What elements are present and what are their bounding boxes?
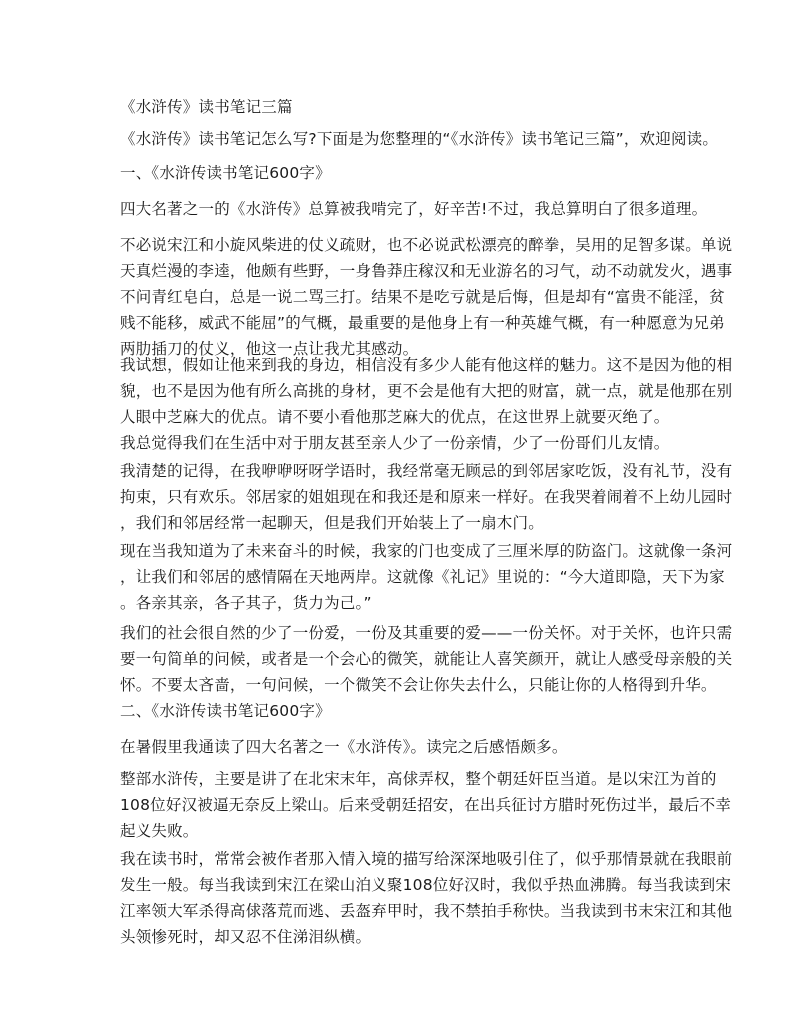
- text-line: 拘束，只有欢乐。邻居家的姐姐现在和我还是和原来一样好。在我哭着闹着不上幼儿园时: [120, 488, 733, 506]
- document-title: [120, 94, 688, 120]
- text-line: 两肋插刀的仗义，他这一点让我尤其感动。: [120, 340, 419, 358]
- section-2-paragraph: [120, 846, 733, 950]
- section-1-paragraph: [120, 196, 708, 222]
- text-line: 。各亲其亲，各子其子，货力为己。”: [120, 594, 372, 612]
- text-line: 四大名著之一的《水浒传》总算被我啃完了，好辛苦!不过，我总算明白了很多道理。: [120, 200, 708, 218]
- text-line: 贱不能移，威武不能屈”的气概，最重要的是他身上有一种英雄气概，有一种愿意为兄弟: [120, 314, 725, 332]
- text-line: 起义失败。: [120, 822, 199, 840]
- section-1-paragraph: [120, 458, 733, 536]
- text-line: ，让我们和邻居的感情隔在天地两岸。这就像《礼记》里说的：“今大道即隐，天下为家: [120, 568, 725, 586]
- section-1-paragraph: [120, 430, 688, 456]
- text-line: 貌，也不是因为他有所么高挑的身材，更不会是他有大把的财富，就一点，就是他那在别: [120, 382, 733, 400]
- section-2-paragraph: [120, 766, 732, 844]
- section-2-heading: [120, 698, 688, 724]
- text-line: 一、《水浒传读书笔记600字》: [120, 164, 331, 182]
- section-1-paragraph: [120, 620, 733, 698]
- text-line: 在暑假里我通读了四大名著之一《水浒传》。读完之后感悟颇多。: [120, 738, 568, 756]
- text-line: 天真烂漫的李逵，他颇有些野，一身鲁莽庄稼汉和无业游名的习气，动不动就发火，遇事: [120, 262, 733, 280]
- text-line: 整部水浒传，主要是讲了在北宋末年，高俅弄权，整个朝廷奸臣当道。是以宋江为首的: [120, 770, 717, 788]
- text-line: ，我们和邻居经常一起聊天，但是我们开始装上了一扇木门。: [120, 514, 544, 532]
- section-2-paragraph: [120, 734, 688, 760]
- text-line: 怀。不要太吝啬，一句问候，一个微笑不会让你失去什么，只能让你的人格得到升华。: [120, 676, 717, 694]
- section-1-paragraph: [120, 538, 733, 616]
- text-line: 头领惨死时，却又忍不住涕泪纵横。: [120, 928, 372, 946]
- text-line: 发生一般。每当我读到宋江在梁山泊义聚108位好汉时，我似乎热血沸腾。每当我读到宋: [120, 876, 732, 894]
- text-line: 现在当我知道为了未来奋斗的时候，我家的门也变成了三厘米厚的防盗门。这就像一条河: [120, 542, 733, 560]
- section-1-paragraph: [120, 232, 733, 362]
- intro-paragraph: [120, 126, 719, 152]
- text-line: 《水浒传》读书笔记怎么写?下面是为您整理的“《水浒传》读书笔记三篇”，欢迎阅读。: [120, 130, 719, 148]
- text-line: 不问青红皂白，总是一说二骂三打。结果不是吃亏就是后悔，但是却有“富贵不能淫，贫: [120, 288, 725, 306]
- section-1-paragraph: [120, 352, 733, 430]
- text-line: 我总觉得我们在生活中对于朋友甚至亲人少了一份亲情，少了一份哥们儿友情。: [120, 434, 670, 452]
- text-line: 江率领大军杀得高俅落荒而逃、丢盔弃甲时，我不禁拍手称快。当我读到书末宋江和其他: [120, 902, 733, 920]
- text-line: 《水浒传》读书笔记三篇: [120, 98, 293, 116]
- text-line: 我们的社会很自然的少了一份爱，一份及其重要的爱——一份关怀。对于关怀，也许只需: [120, 624, 733, 642]
- text-line: 我清楚的记得，在我咿咿呀呀学语时，我经常毫无顾忌的到邻居家吃饭，没有礼节，没有: [120, 462, 733, 480]
- text-line: 我试想，假如让他来到我的身边，相信没有多少人能有他这样的魅力。这不是因为他的相: [120, 356, 733, 374]
- text-line: 二、《水浒传读书笔记600字》: [120, 702, 331, 720]
- text-line: 要一句简单的问候，或者是一个会心的微笑，就能让人喜笑颜开，就让人感受母亲般的关: [120, 650, 733, 668]
- section-1-heading: [120, 160, 688, 186]
- text-line: 108位好汉被逼无奈反上梁山。后来受朝廷招安，在出兵征讨方腊时死伤过半，最后不幸: [120, 796, 732, 814]
- text-line: 不必说宋江和小旋风柴进的仗义疏财，也不必说武松漂亮的醉拳，吴用的足智多谋。单说: [120, 236, 733, 254]
- text-line: 我在读书时，常常会被作者那入情入境的描写给深深地吸引住了，似乎那情景就在我眼前: [120, 850, 733, 868]
- text-line: 人眼中芝麻大的优点。请不要小看他那芝麻大的优点，在这世界上就要灭绝了。: [120, 408, 670, 426]
